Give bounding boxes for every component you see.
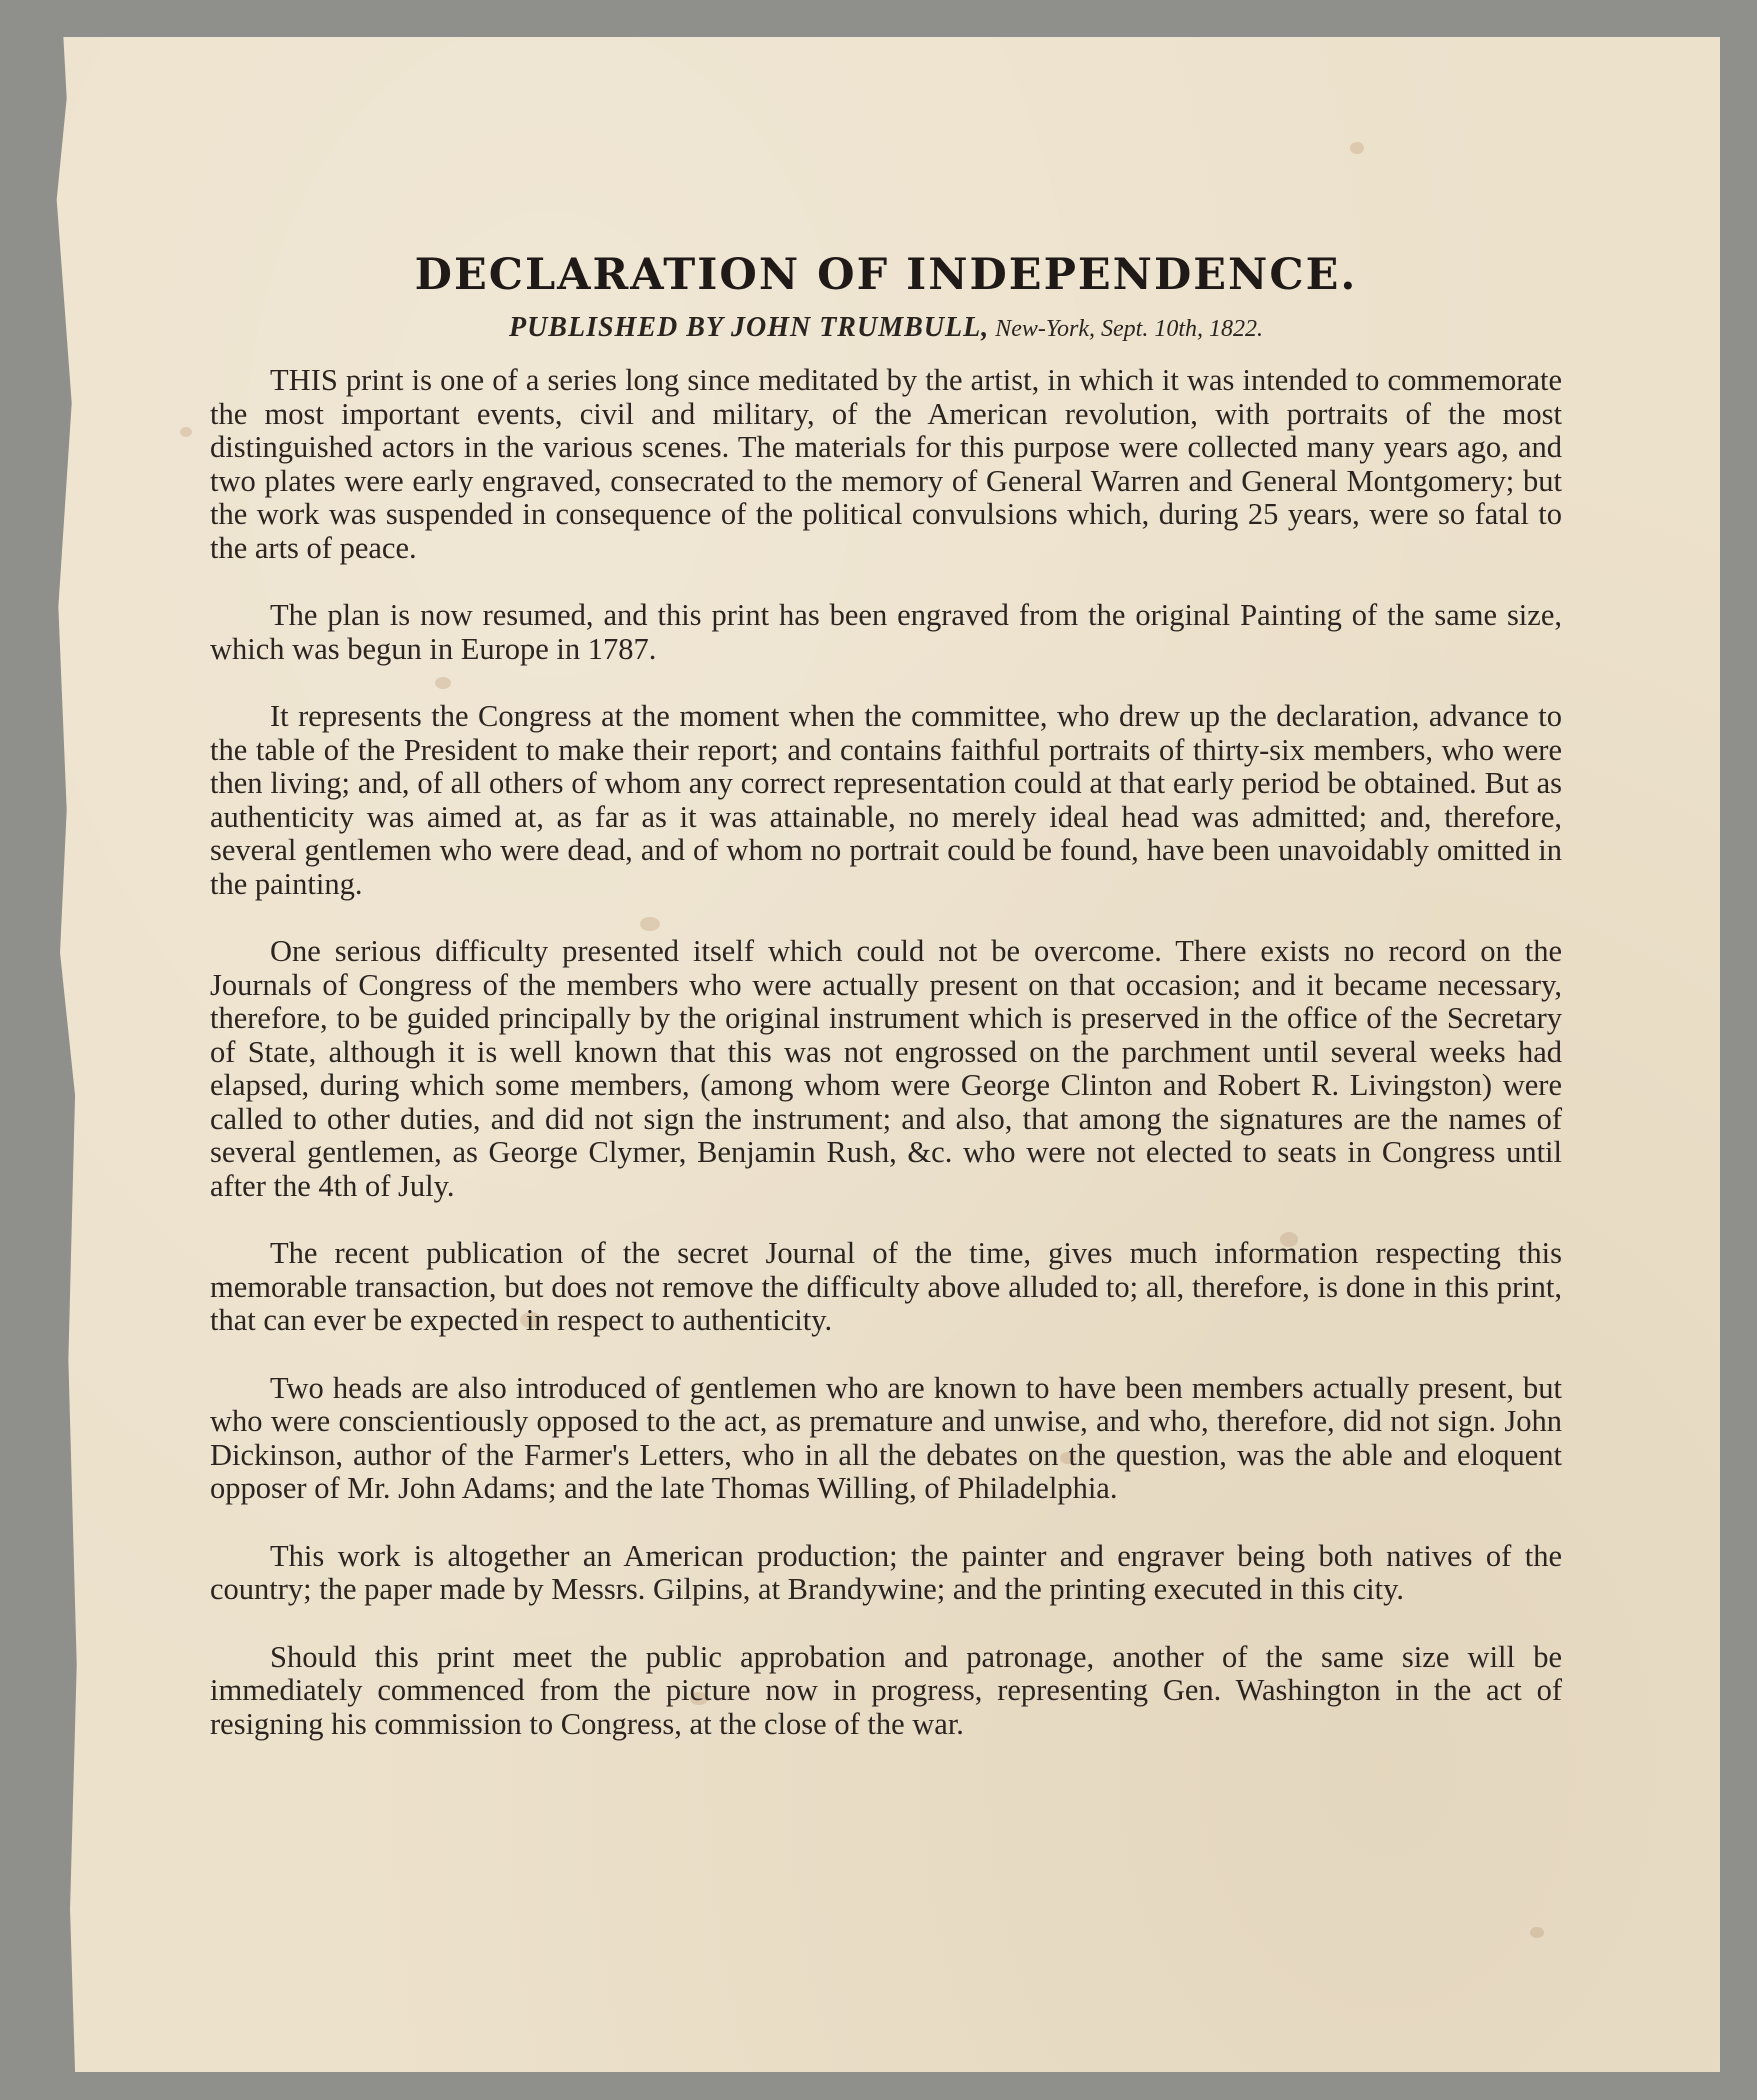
paragraph: One serious difficulty presented itself which could not be overcome. There exists no record on the Journals of Congress of the members who were actually present on that occasion; and it became necessary, therefore, to be guided principally by the original instrument which is preserved in the office of the Secretary of State, although it is well known that this was not engrossed on the parchment until several weeks had elapsed, during which some members, (among whom were George Clinton and Robert R. Livingston) were called to other duties, and did not sign the instrument; and also, that among the signatures are the names of several gentlemen, as George Clymer, Benjamin Rush, &c. who were not elected to seats in Congress until after the 4th of July. xyxy=(210,934,1562,1203)
paragraph: The plan is now resumed, and this print has been engraved from the original Painting of the same size, which was begun in Europe in 1787. xyxy=(210,598,1562,666)
paragraph: It represents the Congress at the moment when the committee, who drew up the declaration, advance to the table of the President to make their report; and contains faithful portraits of thirty-six members, who were then living; and, of all others of whom any correct representation could at that early period be obtained. But as authenticity was aimed at, as far as it was attainable, no merely ideal head was admitted; and, therefore, several gentlemen who were dead, and of whom no portrait could be found, have been unavoidably omitted in the painting. xyxy=(210,699,1562,901)
document-title: DECLARATION OF INDEPENDENCE. xyxy=(414,250,1358,300)
paragraph: Should this print meet the public approbation and patronage, another of the same size will be immediately commenced from the picture now in progress, representing Gen. Washington in the act of resigning his commission to Congress, at the close of the war. xyxy=(210,1639,1562,1741)
foxing-spot xyxy=(1530,1927,1544,1938)
foxing-spot xyxy=(1350,142,1364,154)
paragraph: This work is altogether an American production; the painter and engraver being both natives of the country; the paper made by Messrs. Gilpins, at Brandywine; and the printing executed in this city. xyxy=(210,1538,1562,1606)
paragraph: Two heads are also introduced of gentlemen who are known to have been members actually present, but who were conscientiously opposed to the act, as premature and unwise, and who, therefore, did not sign. John Dickinson, author of the Farmer's Letters, who in all the debates on the question, was the able and eloquent opposer of Mr. John Adams; and the late Thomas Willing, of Philadelphia. xyxy=(210,1370,1562,1505)
publisher-line xyxy=(210,312,1562,344)
foxing-spot xyxy=(180,427,192,437)
published-by: PUBLISHED BY JOHN TRUMBULL, xyxy=(508,312,990,343)
paragraph: The recent publication of the secret Journal of the time, gives much information respecting this memorable transaction, but does not remove the difficulty above alluded to; all, therefore, is done in this print, that can ever be expected in respect to authenticity. xyxy=(210,1236,1562,1337)
paragraph: THIS print is one of a series long since meditated by the artist, in which it was intended to commemorate the most important events, civil and military, of the American revolution, with portraits of the most distinguished actors in the various scenes. The materials for this purpose were collected many years ago, and two plates were early engraved, consecrated to the memory of General Warren and General Montgomery; but the work was suspended in consequence of the political convulsions which, during 25 years, were so fatal to the arts of peace. xyxy=(210,363,1562,565)
place-date: New-York, Sept. 10th, 1822. xyxy=(989,316,1263,342)
document-body xyxy=(210,250,1562,1775)
